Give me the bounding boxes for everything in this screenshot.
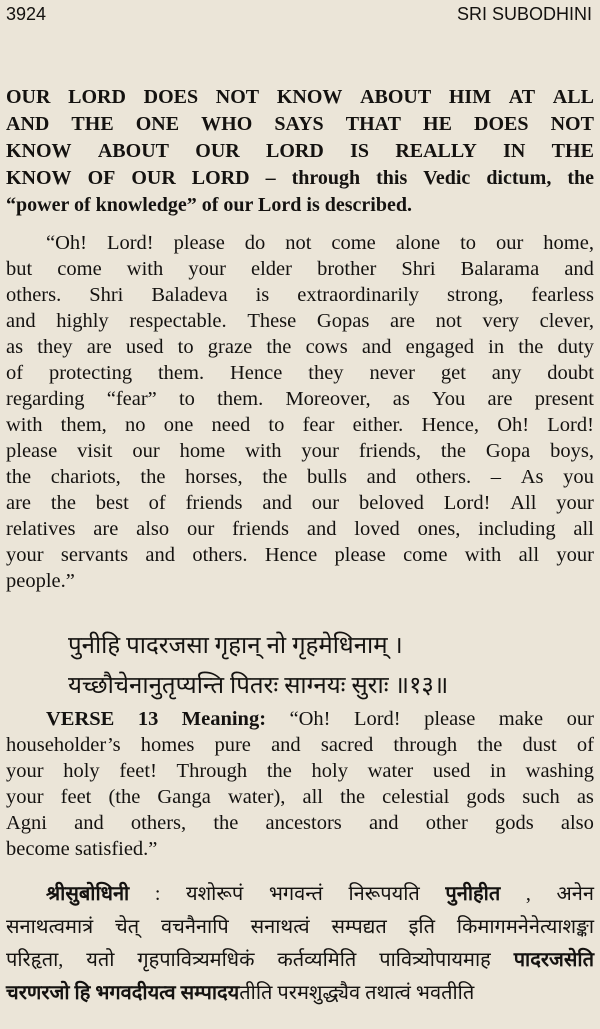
word: the: [266, 760, 292, 782]
word: ones,: [417, 518, 461, 540]
word: our: [311, 492, 340, 514]
word: the: [140, 466, 166, 488]
translation-paragraph: [6, 230, 594, 594]
word: the: [213, 812, 239, 834]
word: with: [245, 440, 282, 462]
word: your: [556, 492, 594, 514]
text-line: [6, 412, 594, 438]
word: elder: [251, 258, 292, 280]
word: You: [432, 388, 466, 410]
word: also: [136, 518, 170, 540]
word: ABOUT: [97, 140, 169, 162]
word: VERSE: [46, 708, 115, 730]
word: chariots,: [50, 466, 121, 488]
word: all: [302, 786, 323, 808]
text-line: [6, 836, 594, 862]
word: These: [247, 310, 297, 332]
text-segment: पुनीहि पादरजसा गृहान् नो गृहमेधिनाम् ।: [68, 633, 403, 659]
word: celestial: [382, 786, 450, 808]
text-line: [6, 386, 594, 412]
word: relatives: [6, 518, 76, 540]
word: THE: [551, 140, 594, 162]
text-line: [6, 784, 594, 810]
text-line: [6, 138, 594, 165]
verse-meaning: [6, 706, 594, 862]
word: पादरजसेति: [513, 949, 594, 971]
word: engaged: [405, 336, 474, 358]
word: OF: [87, 167, 116, 189]
word: you: [563, 466, 594, 488]
word: come: [57, 258, 102, 280]
text-line: [6, 256, 594, 282]
text-line: [6, 878, 594, 911]
text-segment: यच्छौचेनानुतृप्यन्ति पितरः साग्नयः सुराः ॥१३॥: [68, 673, 449, 699]
word: Baladeva: [151, 284, 228, 306]
word: श्रीसुबोधिनी: [46, 883, 130, 905]
word: OUR: [6, 86, 51, 108]
word: and: [306, 518, 337, 540]
word: the: [6, 466, 32, 488]
word: अनेन: [556, 883, 594, 905]
word: graze: [207, 336, 253, 358]
word: such: [522, 786, 560, 808]
word: please: [424, 708, 476, 730]
word: THE: [71, 113, 114, 135]
word: sacred: [320, 734, 374, 756]
word: doubt: [547, 362, 594, 384]
word: respectable.: [129, 310, 227, 332]
word: Agni: [6, 812, 47, 834]
word: washing: [525, 760, 594, 782]
word: पावित्र्योपायमाह: [379, 949, 491, 971]
word: dictum,: [486, 167, 552, 189]
word: ABOUT: [360, 86, 432, 108]
word: सम्पद्यत: [331, 916, 387, 938]
subodhini-commentary: [6, 878, 594, 1010]
word: extraordinarily: [297, 284, 420, 306]
text-line: [6, 464, 594, 490]
text-line: [6, 732, 594, 758]
running-title: SRI SUBODHINI: [456, 4, 592, 24]
word: SAYS: [274, 113, 324, 135]
word: and: [368, 812, 399, 834]
word: either.: [352, 414, 404, 436]
word: Gopa: [485, 440, 531, 462]
word: no: [124, 414, 146, 436]
word: DOES: [474, 113, 529, 135]
word: AT: [508, 86, 536, 108]
word: All: [510, 492, 537, 514]
word: is: [255, 284, 270, 306]
word: गृहपावित्र्यमधिकं: [137, 949, 255, 971]
word: feet!: [119, 760, 157, 782]
word: come: [331, 232, 376, 254]
word: our: [186, 518, 215, 540]
text-line: [6, 626, 594, 666]
word: please: [173, 232, 225, 254]
word: Lord!: [443, 492, 491, 514]
word: are: [86, 336, 112, 358]
text-line: [6, 230, 594, 256]
word: used: [125, 336, 164, 358]
word: as: [6, 336, 24, 358]
page-number: 3924: [6, 4, 47, 24]
word: duty: [557, 336, 594, 358]
word: “Oh!: [46, 232, 87, 254]
text-line: [6, 490, 594, 516]
word: परिहृता,: [6, 949, 64, 971]
word: with: [6, 414, 43, 436]
word: need: [211, 414, 251, 436]
word: LORD: [191, 167, 250, 189]
word: others.: [192, 544, 248, 566]
word: home,: [543, 232, 594, 254]
word: beloved: [358, 492, 424, 514]
text-line: [6, 666, 594, 706]
text-line: [6, 165, 594, 192]
word: as: [576, 786, 594, 808]
word: Through: [176, 760, 248, 782]
text-line: [6, 568, 594, 594]
word: 13: [137, 708, 159, 730]
word: of: [148, 492, 166, 514]
word: the: [340, 786, 366, 808]
word: HE: [423, 113, 452, 135]
word: and: [361, 336, 392, 358]
text-line: [6, 334, 594, 360]
word: brother: [317, 258, 377, 280]
word: clever,: [539, 310, 594, 332]
word: them.: [217, 388, 264, 410]
word: never: [369, 362, 415, 384]
text-line: [6, 706, 594, 732]
word: in: [488, 336, 505, 358]
word: and: [271, 734, 301, 756]
word: them,: [60, 414, 107, 436]
word: gods: [495, 812, 534, 834]
text-segment: तीति परमशुद्ध्यैव तथात्वं भवतीति: [239, 982, 475, 1004]
word: home: [179, 440, 226, 462]
text-segment: “power of knowledge” of our Lord is described.: [6, 194, 412, 216]
word: all: [518, 544, 540, 566]
text-line: [6, 944, 594, 977]
word: dust: [522, 734, 557, 756]
word: KNOW: [6, 140, 72, 162]
word: Moreover,: [285, 388, 371, 410]
word: “Oh!: [289, 708, 331, 730]
word: loved: [354, 518, 400, 540]
word: OUR: [131, 167, 176, 189]
word: of: [576, 734, 594, 756]
word: LORD: [68, 86, 126, 108]
word: boys,: [550, 440, 594, 462]
word: your: [6, 544, 44, 566]
word: also: [560, 812, 594, 834]
word: strong,: [447, 284, 504, 306]
word: यतो: [86, 949, 115, 971]
word: with: [126, 258, 164, 280]
word: and: [564, 258, 594, 280]
word: Lord!: [106, 232, 154, 254]
word: holy: [63, 760, 100, 782]
word: and: [366, 466, 397, 488]
word: ancestors: [265, 812, 342, 834]
sanskrit-verse: [6, 626, 594, 706]
word: our: [496, 232, 524, 254]
word: पुनीहीत: [445, 883, 501, 905]
word: highly: [56, 310, 109, 332]
word: and: [262, 492, 292, 514]
word: come: [403, 544, 448, 566]
word: the: [266, 336, 292, 358]
word: the: [262, 466, 288, 488]
word: Hence: [230, 362, 283, 384]
word: Lord!: [353, 708, 401, 730]
text-line: [6, 977, 594, 1010]
word: do: [244, 232, 266, 254]
word: Lord!: [547, 414, 594, 436]
word: सनाथत्वमात्रं: [6, 916, 94, 938]
text-line: [6, 308, 594, 334]
word: including: [478, 518, 556, 540]
word: are: [487, 388, 513, 410]
word: used: [432, 760, 471, 782]
word: (the: [108, 786, 141, 808]
word: our: [132, 440, 160, 462]
word: किमागमनेनेत्याशङ्का: [456, 916, 594, 938]
word: this: [376, 167, 408, 189]
word: get: [440, 362, 466, 384]
word: to: [460, 232, 477, 254]
word: protecting: [48, 362, 133, 384]
word: “fear”: [106, 388, 157, 410]
word: not: [285, 232, 312, 254]
word: not: [435, 310, 462, 332]
word: Shri: [401, 258, 436, 280]
text-line: [6, 192, 594, 219]
word: they: [37, 336, 73, 358]
text-line: [6, 758, 594, 784]
word: regarding: [6, 388, 85, 410]
word: the: [567, 167, 594, 189]
word: friends: [185, 492, 243, 514]
word: Meaning:: [181, 708, 267, 730]
word: of: [6, 362, 24, 384]
word: –: [490, 466, 502, 488]
word: others.: [415, 466, 472, 488]
word: IS: [350, 140, 370, 162]
word: Hence: [264, 544, 318, 566]
word: and: [74, 812, 104, 834]
word: but: [6, 258, 33, 280]
word: ONE: [135, 113, 180, 135]
text-segment: become satisfied.”: [6, 838, 158, 860]
text-line: [6, 360, 594, 386]
word: our: [566, 708, 594, 730]
word: other: [425, 812, 468, 834]
text-line: [6, 438, 594, 464]
word: through: [291, 167, 361, 189]
word: Hence,: [421, 414, 479, 436]
word: the: [50, 492, 76, 514]
word: KNOW: [276, 86, 343, 108]
word: very: [482, 310, 519, 332]
word: चेत्: [115, 916, 140, 938]
word: holy: [311, 760, 348, 782]
word: IN: [503, 140, 526, 162]
word: to: [268, 414, 285, 436]
word: Shri: [89, 284, 124, 306]
word: HIM: [448, 86, 492, 108]
word: Oh!: [497, 414, 530, 436]
text-line: [6, 516, 594, 542]
word: THAT: [345, 113, 401, 135]
word: ALL: [552, 86, 594, 108]
word: your: [556, 544, 594, 566]
word: bulls: [307, 466, 347, 488]
word: water: [367, 760, 414, 782]
word: NOT: [550, 113, 594, 135]
text-line: [6, 542, 594, 568]
word: REALLY: [395, 140, 477, 162]
caps-paragraph: [6, 84, 594, 219]
word: make: [498, 708, 544, 730]
word: are: [389, 310, 415, 332]
word: horses,: [185, 466, 243, 488]
word: OUR: [195, 140, 240, 162]
text-line: [6, 810, 594, 836]
word: the: [440, 440, 466, 462]
word: pure: [214, 734, 251, 756]
word: the: [518, 336, 544, 358]
word: Vedic: [423, 167, 471, 189]
word: are: [6, 492, 32, 514]
text-line: [6, 111, 594, 138]
word: householder’s: [6, 734, 121, 756]
word: निरूपयति: [348, 883, 420, 905]
word: they: [308, 362, 344, 384]
word: friends,: [358, 440, 421, 462]
word: gods: [466, 786, 506, 808]
word: through: [393, 734, 458, 756]
word: NOT: [215, 86, 260, 108]
word: fearless: [531, 284, 594, 306]
word: homes: [140, 734, 195, 756]
word: are: [93, 518, 119, 540]
word: as: [392, 388, 410, 410]
word: your: [6, 786, 44, 808]
text-line: [6, 84, 594, 111]
word: cows: [305, 336, 348, 358]
word: in: [490, 760, 506, 782]
word: all: [573, 518, 594, 540]
word: servants: [60, 544, 129, 566]
word: to: [178, 388, 195, 410]
word: the: [477, 734, 503, 756]
word: :: [154, 883, 161, 905]
word: सनाथत्वं: [250, 916, 310, 938]
word: others.: [6, 284, 62, 306]
word: भगवन्तं: [268, 883, 323, 905]
word: Ganga: [157, 786, 211, 808]
word: to: [177, 336, 194, 358]
word: please: [6, 440, 58, 462]
word: AND: [6, 113, 50, 135]
word: your: [301, 440, 339, 462]
word: and: [6, 310, 36, 332]
word: visit: [77, 440, 113, 462]
word: others,: [130, 812, 187, 834]
word: present: [534, 388, 594, 410]
word: KNOW: [6, 167, 72, 189]
word: best: [95, 492, 129, 514]
word: your: [6, 760, 44, 782]
word: with: [464, 544, 502, 566]
word: WHO: [201, 113, 253, 135]
word: feet: [60, 786, 92, 808]
word: your: [188, 258, 226, 280]
word: ,: [525, 883, 531, 905]
word: and: [145, 544, 175, 566]
word: Balarama: [460, 258, 540, 280]
word: –: [265, 167, 276, 189]
word: DOES: [143, 86, 199, 108]
word: one: [163, 414, 194, 436]
word: यशोरूपं: [185, 883, 244, 905]
word: fear: [302, 414, 335, 436]
text-segment: people.”: [6, 570, 75, 592]
word: Gopas: [316, 310, 370, 332]
word: water),: [227, 786, 286, 808]
word: friends: [232, 518, 290, 540]
word: वचनैनापि: [161, 916, 229, 938]
word: please: [334, 544, 386, 566]
word: LORD: [266, 140, 324, 162]
text-segment: चरणरजो हि भगवदीयत्व सम्पादय: [6, 982, 240, 1004]
text-line: [6, 911, 594, 944]
word: कर्तव्यमिति: [277, 949, 357, 971]
word: any: [491, 362, 522, 384]
word: alone: [395, 232, 441, 254]
word: them.: [157, 362, 205, 384]
word: इति: [408, 916, 436, 938]
text-line: [6, 282, 594, 308]
word: As: [520, 466, 544, 488]
